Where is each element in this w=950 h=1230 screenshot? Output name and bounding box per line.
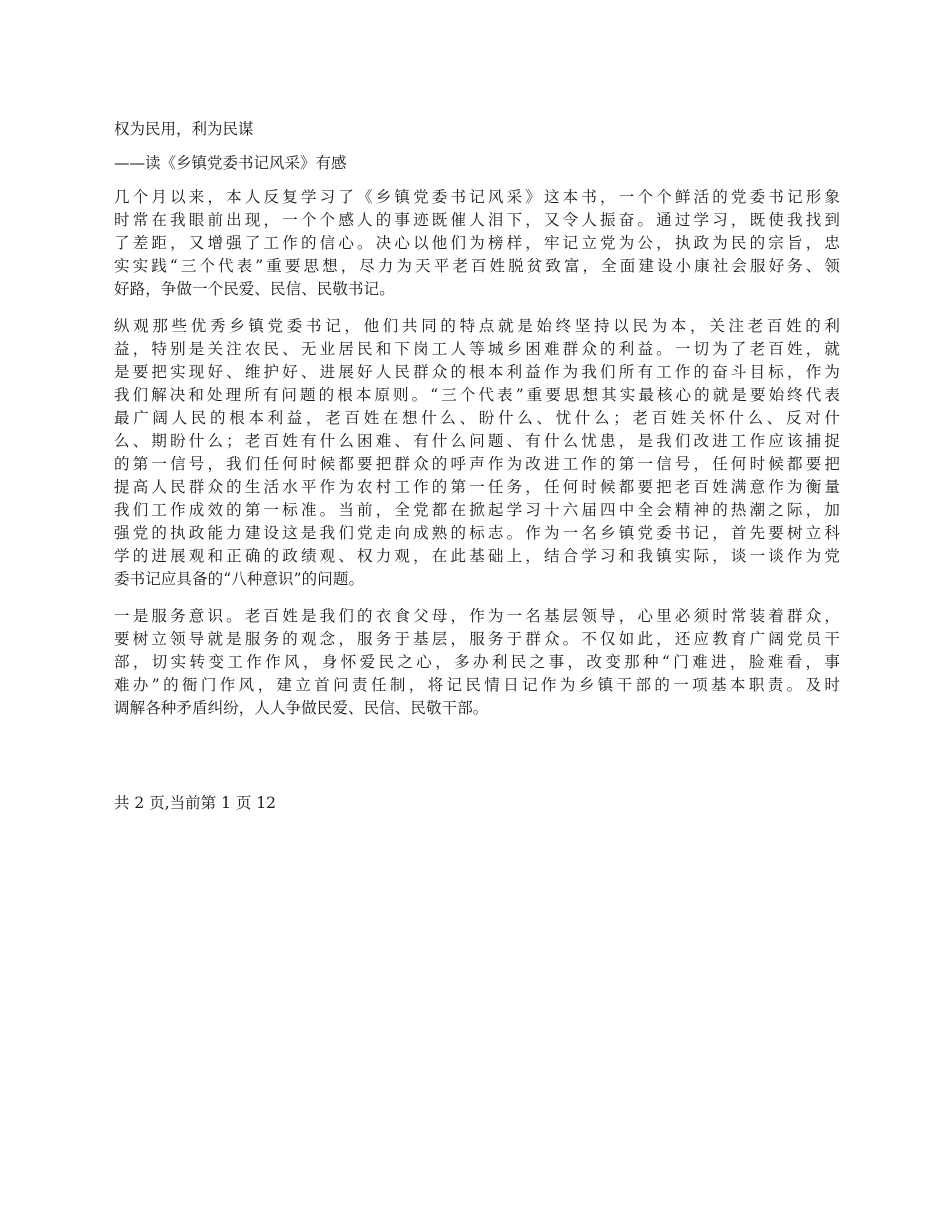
paragraph-2 [114,315,840,591]
document-title: 权为民用，利为民谋 [114,120,254,138]
paragraph-line: 好路，争做一个民爱、民信、民敬书记。 [114,280,395,298]
paragraph-line: 纵观那些优秀乡镇党委书记，他们共同的特点就是始终坚持以民为本，关注老百姓的利 [114,317,840,335]
paragraph-line: 我们解决和处理所有问题的根本原则。“三个代表”重要思想其实最核心的就是要始终代表 [114,386,840,404]
paragraph-3 [114,605,840,720]
document-subtitle: ——读《乡镇党委书记风采》有感 [114,154,347,172]
paragraph-line: 调解各种矛盾纠纷，人人争做民爱、民信、民敬干部。 [114,699,489,717]
paragraph-line: 要树立领导就是服务的观念，服务于基层，服务于群众。不仅如此，还应教育广阔党员干 [114,630,840,648]
paragraph-line: 实实践“三个代表”重要思想，尽力为天平老百姓脱贫致富，全面建设小康社会服好务、领 [114,257,840,275]
paragraph-line: 强党的执政能力建设这是我们党走向成熟的标志。作为一名乡镇党委书记，首先要树立科 [114,524,840,542]
paragraph-line: 难办”的衙门作风，建立首问责任制，将记民情日记作为乡镇干部的一项基本职责。及时 [114,676,840,694]
paragraph-1 [114,186,840,301]
paragraph-line: 么、期盼什么；老百姓有什么困难、有什么问题、有什么忧患，是我们改进工作应该捕捉 [114,432,840,450]
paragraph-line: 部，切实转变工作作风，身怀爱民之心，多办利民之事，改变那种“门难进，脸难看，事 [114,653,840,671]
page-footer: 共 2 页,当前第 1 页 12 [114,794,277,812]
paragraph-line: 时常在我眼前出现，一个个感人的事迹既催人泪下，又令人振奋。通过学习，既使我找到 [114,211,840,229]
paragraph-line: 提高人民群众的生活水平作为农村工作的第一任务，任何时候都要把老百姓满意作为衡量 [114,478,840,496]
paragraph-line: 了差距，又增强了工作的信心。决心以他们为榜样，牢记立党为公，执政为民的宗旨，忠 [114,234,840,252]
paragraph-line: 我们工作成效的第一标准。当前，全党都在掀起学习十六届四中全会精神的热潮之际，加 [114,501,840,519]
paragraph-line: 益，特别是关注农民、无业居民和下岗工人等城乡困难群众的利益。一切为了老百姓，就 [114,340,840,358]
paragraph-line: 最广阔人民的根本利益，老百姓在想什么、盼什么、忧什么；老百姓关怀什么、反对什 [114,409,840,427]
paragraph-line: 的第一信号，我们任何时候都要把群众的呼声作为改进工作的第一信号，任何时候都要把 [114,455,840,473]
paragraph-line: 几个月以来，本人反复学习了《乡镇党委书记风采》这本书，一个个鲜活的党委书记形象 [114,188,840,206]
paragraph-line: 学的进展观和正确的政绩观、权力观，在此基础上，结合学习和我镇实际，谈一谈作为党 [114,547,840,565]
paragraph-line: 一是服务意识。老百姓是我们的衣食父母，作为一名基层领导，心里必须时常装着群众， [114,607,840,625]
document-page [114,118,840,734]
paragraph-line: 是要把实现好、维护好、进展好人民群众的根本利益作为我们所有工作的奋斗目标，作为 [114,363,840,381]
paragraph-line: 委书记应具备的“八种意识”的问题。 [114,570,365,588]
